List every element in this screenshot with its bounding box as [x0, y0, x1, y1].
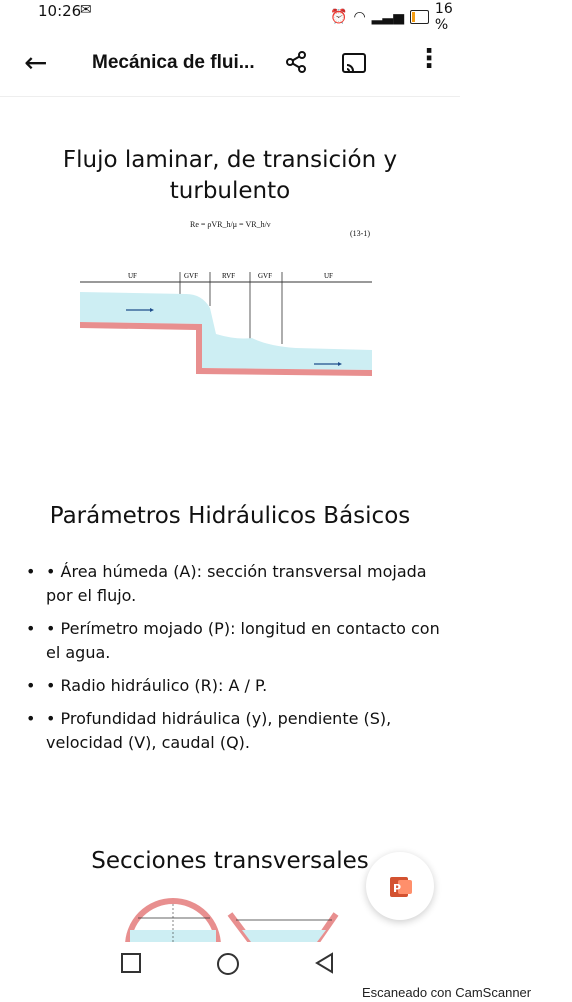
- list-item: • • Área húmeda (A): sección transversal mojada por el flujo.: [26, 562, 427, 605]
- navigation-bar: [0, 942, 460, 988]
- cast-icon[interactable]: [341, 52, 367, 78]
- battery-icon: [410, 10, 429, 24]
- signal-icon: ▂▃▅: [371, 9, 404, 25]
- svg-text:P: P: [393, 882, 402, 895]
- battery-text: 16 %: [434, 1, 453, 33]
- back-nav-icon[interactable]: [314, 952, 336, 974]
- recent-apps-icon[interactable]: [120, 952, 142, 974]
- list-item: • • Perímetro mojado (P): longitud en contacto con el agua.: [26, 619, 440, 662]
- diagram-label-uf-1: UF: [128, 272, 137, 280]
- slide-title-flow: Flujo laminar, de transición y turbulento: [62, 147, 398, 204]
- camscanner-watermark: Escaneado con CamScanner: [362, 985, 532, 1000]
- diagram-label-gvf-1: GVF: [184, 272, 199, 280]
- status-icons: [330, 1, 460, 33]
- diagram-label-gvf-2: GVF: [258, 272, 273, 280]
- home-icon[interactable]: [216, 952, 240, 976]
- slide-title-parameters: Parámetros Hidráulicos Básicos: [49, 503, 411, 529]
- list-item: • • Profundidad hidráulica (y), pendiente (S), velocidad (V), caudal (Q).: [26, 709, 392, 752]
- diagram-label-uf-2: UF: [324, 272, 333, 280]
- bullet-list: [26, 560, 446, 764]
- back-arrow-icon[interactable]: ←: [24, 46, 48, 79]
- wifi-icon: ◠: [353, 9, 366, 25]
- divider: [0, 96, 460, 97]
- mail-icon: ✉: [80, 2, 92, 18]
- powerpoint-icon: [388, 874, 414, 900]
- share-icon[interactable]: [284, 50, 308, 78]
- open-in-powerpoint-button[interactable]: [366, 852, 434, 920]
- reynolds-formula: Re = ρVR_h/μ = VR_h/ν: [190, 220, 271, 229]
- diagram-label-rvf: RVF: [222, 272, 236, 280]
- document-title: Mecánica de flui...: [92, 52, 255, 73]
- status-time: 10:26: [38, 2, 82, 20]
- flow-diagram: [76, 266, 376, 388]
- alarm-icon: ⏰: [330, 9, 348, 25]
- app-bar: [0, 36, 460, 94]
- more-options-icon[interactable]: ⋮: [416, 44, 442, 74]
- list-item: • • Radio hidráulico (R): A / P.: [26, 676, 268, 695]
- slide-title-sections: Secciones transversales: [91, 848, 369, 874]
- formula-number: (13-1): [350, 229, 370, 238]
- status-bar: [0, 0, 460, 33]
- cross-sections-diagram: [118, 896, 348, 946]
